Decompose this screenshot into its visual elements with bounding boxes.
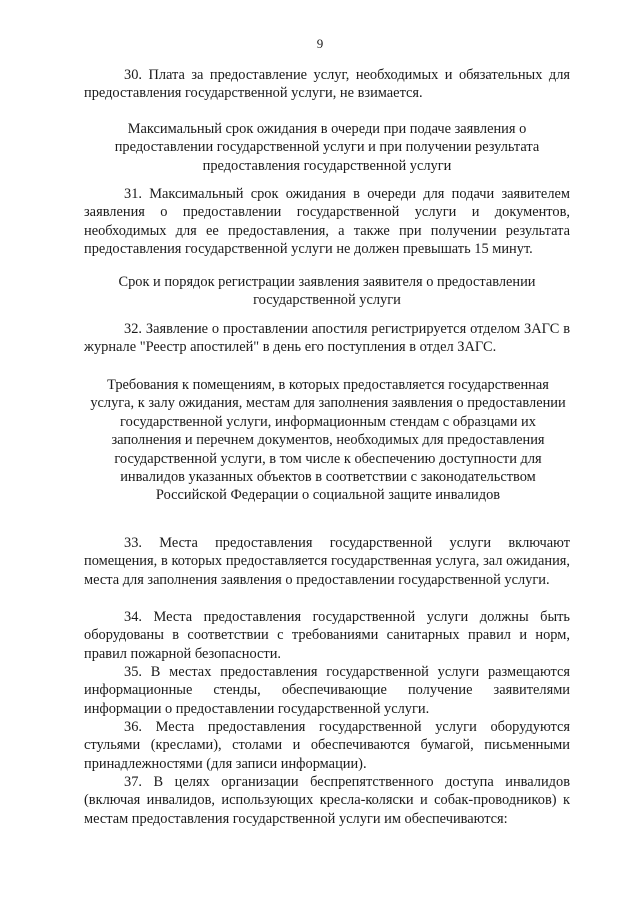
page-number: 9 xyxy=(316,36,324,51)
paragraph-30: 30. Плата за предоставление услуг, необходимых и обязательных для предоставления государственной услуги, не взимается. xyxy=(84,67,570,102)
paragraph-34: 34. Места предоставления государственной услуги должны быть оборудованы в соответствии с требованиями санитарных правил и норм, правил пожарной безопасности. xyxy=(84,609,570,662)
paragraph-33: 33. Места предоставления государственной услуги включают помещения, в которых предоставляется государственная услуга, зал ожидания, места для заполнения заявления о предоставлении государственной услуги. xyxy=(84,535,570,588)
paragraph-31: 31. Максимальный срок ожидания в очереди для подачи заявителем заявления о предоставлении государственной услуги и документов, необходимых для ее предоставления, а также при получении результата предоставления государственной услуги не должен превышать 15 минут. xyxy=(84,186,570,258)
paragraph-35: 35. В местах предоставления государственной услуги размещаются информационные стенды, обеспечивающие получение заявителями информации о предоставлении государственной услуги. xyxy=(84,664,570,717)
paragraph-32: 32. Заявление о проставлении апостиля регистрируется отделом ЗАГС в журнале "Реестр апостилей" в день его поступления в отдел ЗАГС. xyxy=(84,321,570,356)
section-heading-premises: Требования к помещениям, в которых предоставляется государственная услуга, к залу ожидания, местам для заполнения заявления о предоставлении государственной услуги, информационным стендам с образцами их заполнения и перечнем документов, необходимых для предоставления государственной услуги, в том числе к обеспечению доступности для инвалидов указанных объектов в соответствии с законодательством Российской Федерации о социальной защите инвалидов xyxy=(90,377,566,504)
paragraph-36: 36. Места предоставления государственной услуги оборудуются стульями (креслами), столами и обеспечиваются бумагой, письменными принадлежностями (для записи информации). xyxy=(84,719,570,772)
section-heading-waiting-time: Максимальный срок ожидания в очереди при подаче заявления о предоставлении государственной услуги и при получении результата предоставления государственной услуги xyxy=(114,121,540,174)
section-heading-registration: Срок и порядок регистрации заявления заявителя о предоставлении государственной услуги xyxy=(118,274,536,309)
paragraph-37: 37. В целях организации беспрепятственного доступа инвалидов (включая инвалидов, использующих кресла-коляски и собак-проводников) к местам предоставления государственной услуги им обеспечиваются: xyxy=(84,774,570,827)
